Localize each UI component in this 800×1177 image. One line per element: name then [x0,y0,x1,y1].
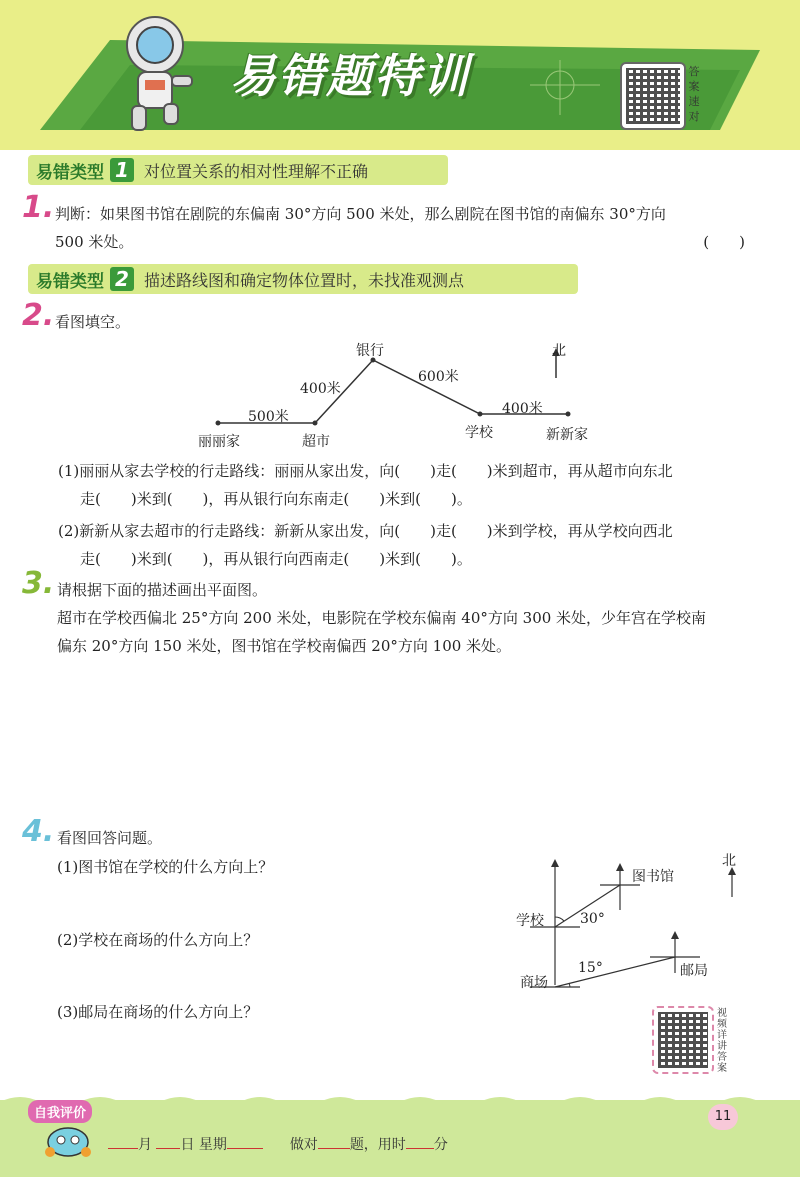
error-type-tag: 易错类型 [36,271,104,292]
question-4-number: 4. [22,814,55,849]
sub-question-2-line1: (2)新新从家去超市的行走路线：新新从家出发，向( )走( )米到学校，再从学校向西北 [58,522,673,540]
question-4-intro: 看图回答问题。 [57,829,163,847]
question-3-text: 请根据下面的描述画出平面图。 超市在学校西偏北 25°方向 200 米处，电影院在学校东偏南 40°方向 300 米处，少年宫在学校南 偏东 20°方向 150 米处，图书馆在学校南偏西 20°方向 100 米处。 [57,581,707,655]
angle-label-30: 30° [580,911,605,927]
question-4-sub1: (1)图书馆在学校的什么方向上？ [57,858,274,876]
error-type-2-bar [28,264,578,294]
library-label: 图书馆 [632,869,674,885]
sub-question-2-line2: 走( )米到( )，再从银行向西南走( )米到( )。 [80,550,472,568]
footer-record: 月 日 星期 做对 题，用时 分 [108,1134,448,1154]
question-2-number: 2. [22,298,55,333]
answer-bracket[interactable]: ( ) [703,233,745,251]
angle-label-15: 15° [578,960,603,976]
robot-icon [44,1120,92,1160]
error-type-1-bar [28,155,448,185]
place-xinxin-home: 新新家 [546,427,588,443]
answer-qr-code[interactable] [620,62,686,130]
place-bank: 银行 [356,343,384,359]
place-supermarket: 超市 [302,434,330,450]
video-qr-label: 视 频 详 讲 答 案 [717,1008,727,1074]
sub-question-1-line1: (1)丽丽从家去学校的行走路线：丽丽从家出发，向( )走( )米到超市，再从超市向东北 [58,462,673,480]
self-evaluation-badge: 自我评价 [28,1100,92,1123]
question-2-intro: 看图填空。 [55,313,131,331]
question-2-subquestions [58,457,778,573]
question-3-number: 3. [22,566,55,601]
astronaut-icon [110,10,200,135]
crosshair-decoration [520,60,610,120]
mall-label: 商场 [520,975,548,991]
qr-label: 答 案 速 对 [688,65,700,123]
error-type-description: 描述路线图和确定物体位置时，未找准观测点 [144,270,465,290]
page-number: 11 [708,1104,738,1130]
error-type-number: 1 [110,158,134,182]
footer-wave [0,1090,800,1112]
question-1-number: 1. [22,190,55,225]
school-label: 学校 [516,913,544,929]
post-office-label: 邮局 [680,963,708,979]
question-4-sub2: (2)学校在商场的什么方向上？ [57,931,259,949]
video-qr-code[interactable] [652,1006,714,1074]
question-4-sub3: (3)邮局在商场的什么方向上？ [57,1003,259,1021]
distance-label: 500米 [248,409,289,425]
distance-label: 400米 [502,401,543,417]
distance-label: 600米 [418,369,459,385]
page-title: 易错题特训 [230,49,470,103]
place-lili-home: 丽丽家 [198,434,240,450]
north-label: 北 [552,343,566,359]
sub-question-1-line2: 走( )米到( )，再从银行向东南走( )米到( )。 [80,490,472,508]
error-type-description: 对位置关系的相对性理解不正确 [144,161,369,181]
question-1-text: 判断：如果图书馆在剧院的东偏南 30°方向 500 米处，那么剧院在图书馆的南偏东 30°方向 500 米处。 ( ) [55,200,775,256]
place-school: 学校 [465,425,493,441]
error-type-tag: 易错类型 [36,162,104,183]
north-label: 北 [722,853,736,869]
distance-label: 400米 [300,381,341,397]
error-type-number: 2 [110,267,134,291]
